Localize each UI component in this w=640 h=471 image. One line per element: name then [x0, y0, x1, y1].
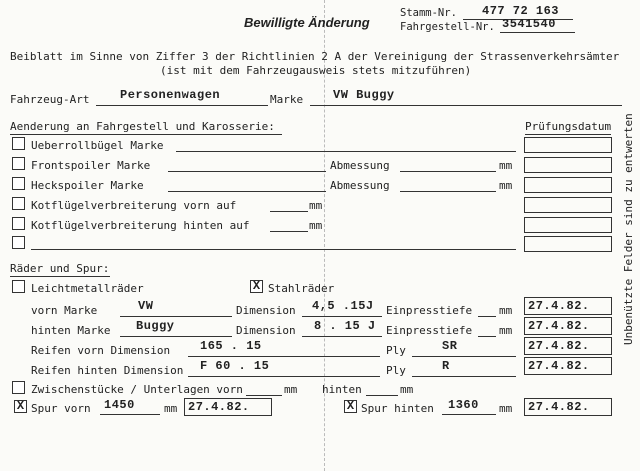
- heckspoiler-abmessung-line: [400, 191, 496, 192]
- heckspoiler-label: Heckspoiler Marke: [31, 179, 144, 192]
- section2-heading: Räder und Spur:: [10, 262, 110, 275]
- hinten-dimension-value[interactable]: 8 . 15 J: [314, 319, 376, 333]
- pruefungsdatum-heading: Prüfungsdatum: [525, 120, 612, 133]
- reifen-vorn-value[interactable]: 165 . 15: [200, 339, 262, 353]
- reifen-hinten-label: Reifen hinten Dimension: [31, 364, 184, 377]
- date-box-spur-hinten[interactable]: [524, 398, 612, 416]
- heckspoiler-abmessung-label: Abmessung: [330, 179, 390, 192]
- fahrgestell-line: [500, 32, 575, 33]
- hinten-mm: mm: [499, 324, 513, 337]
- hinten-marke-value[interactable]: Buggy: [136, 319, 175, 333]
- checkbox-blank[interactable]: [12, 236, 25, 249]
- checkbox-spur-vorn[interactable]: X: [14, 400, 27, 413]
- stamm-label: Stamm-Nr.: [400, 7, 457, 19]
- vorn-marke-value[interactable]: VW: [138, 299, 154, 313]
- hinten-einpresstiefe-label: Einpresstiefe: [386, 324, 473, 337]
- ueberrollbuegel-line: [176, 151, 516, 152]
- date-box-reifen-vorn[interactable]: [524, 337, 612, 355]
- checkbox-ueberrollbuegel[interactable]: [12, 137, 25, 150]
- reifen-vorn-ply-label: Ply: [386, 344, 406, 357]
- fahrgestell-value[interactable]: 3541540: [502, 17, 556, 31]
- reifen-vorn-ply-line: [412, 356, 516, 357]
- checkbox-heckspoiler[interactable]: [12, 177, 25, 190]
- vorn-einpresstiefe-line: [478, 316, 496, 317]
- section2-underline: [10, 276, 110, 277]
- kotfluegel-vorn-mm: mm: [309, 199, 323, 212]
- vorn-einpresstiefe-label: Einpresstiefe: [386, 304, 473, 317]
- date-box-reifen-hinten[interactable]: [524, 357, 612, 375]
- vorn-dimension-line: [302, 316, 382, 317]
- spur-vorn-label: Spur vorn: [31, 402, 91, 415]
- blank-line: [31, 249, 516, 250]
- vorn-date: 27.4.82.: [528, 299, 590, 313]
- frontspoiler-abmessung-line: [400, 171, 496, 172]
- side-note: Unbenützte Felder sind zu entwerten: [622, 113, 635, 345]
- zwischenstuecke-hinten-line: [366, 395, 398, 396]
- spur-vorn-line: [100, 414, 160, 415]
- checkbox-leichtmetall[interactable]: [12, 280, 25, 293]
- checkbox-frontspoiler[interactable]: [12, 157, 25, 170]
- reifen-hinten-ply-value[interactable]: R: [442, 359, 450, 373]
- spur-hinten-date: 27.4.82.: [528, 400, 590, 414]
- kotfluegel-hinten-line: [270, 231, 308, 232]
- checkbox-zwischenstuecke[interactable]: [12, 381, 25, 394]
- hinten-einpresstiefe-line: [478, 336, 496, 337]
- hinten-date: 27.4.82.: [528, 319, 590, 333]
- fahrzeug-art-value[interactable]: Personenwagen: [120, 88, 221, 102]
- leichtmetall-label: Leichtmetallräder: [31, 282, 144, 295]
- hinten-dimension-line: [302, 336, 382, 337]
- checkbox-kotfluegel-vorn[interactable]: [12, 197, 25, 210]
- spur-hinten-value[interactable]: 1360: [448, 398, 479, 412]
- hinten-marke-label: hinten Marke: [31, 324, 111, 337]
- stamm-value[interactable]: 477 72 163: [482, 4, 560, 18]
- section1-underline: [10, 134, 282, 135]
- fahrzeug-art-label: Fahrzeug-Art: [10, 93, 90, 106]
- spur-hinten-mm: mm: [499, 402, 513, 415]
- spur-vorn-value[interactable]: 1450: [104, 398, 135, 412]
- spur-vorn-mm: mm: [164, 402, 178, 415]
- checkbox-spur-hinten[interactable]: X: [344, 400, 357, 413]
- date-box-kotfluegel-hinten[interactable]: [524, 217, 612, 233]
- frontspoiler-mm: mm: [499, 159, 513, 172]
- frontspoiler-abmessung-label: Abmessung: [330, 159, 390, 172]
- zwischenstuecke-hinten-mm: mm: [400, 383, 414, 396]
- date-box-blank[interactable]: [524, 236, 612, 252]
- hinten-marke-line: [120, 336, 232, 337]
- kotfluegel-vorn-label: Kotflügelverbreiterung vorn auf: [31, 199, 237, 212]
- pruefungsdatum-underline: [525, 134, 611, 135]
- date-box-vorn[interactable]: [524, 297, 612, 315]
- frontspoiler-line: [168, 171, 326, 172]
- ueberrollbuegel-label: Ueberrollbügel Marke: [31, 139, 164, 152]
- kotfluegel-hinten-label: Kotflügelverbreiterung hinten auf: [31, 219, 250, 232]
- date-box-frontspoiler[interactable]: [524, 157, 612, 173]
- marke-label: Marke: [270, 93, 304, 106]
- intro-line-1: Beiblatt im Sinne von Ziffer 3 der Richtlinien 2 A der Vereinigung der Strassenverkehrsämter: [10, 50, 620, 63]
- reifen-vorn-date: 27.4.82.: [528, 339, 590, 353]
- reifen-hinten-ply-line: [412, 376, 516, 377]
- reifen-hinten-value[interactable]: F 60 . 15: [200, 359, 270, 373]
- date-box-heckspoiler[interactable]: [524, 177, 612, 193]
- frontspoiler-label: Frontspoiler Marke: [31, 159, 151, 172]
- date-box-ueberrollbuegel[interactable]: [524, 137, 612, 153]
- marke-line: [310, 105, 622, 106]
- fahrzeug-art-line: [96, 105, 268, 106]
- zwischenstuecke-hinten-label: hinten: [322, 383, 362, 396]
- reifen-hinten-date: 27.4.82.: [528, 359, 590, 373]
- reifen-hinten-line: [188, 376, 380, 377]
- vorn-dimension-value[interactable]: 4,5 .15J: [312, 299, 374, 313]
- reifen-hinten-ply-label: Ply: [386, 364, 406, 377]
- date-box-hinten[interactable]: [524, 317, 612, 335]
- vorn-dimension-label: Dimension: [236, 304, 296, 317]
- reifen-vorn-ply-value[interactable]: SR: [442, 339, 458, 353]
- vorn-mm: mm: [499, 304, 513, 317]
- date-box-kotfluegel-vorn[interactable]: [524, 197, 612, 213]
- marke-value[interactable]: VW Buggy: [333, 88, 395, 102]
- checkbox-kotfluegel-hinten[interactable]: [12, 217, 25, 230]
- spur-vorn-date: 27.4.82.: [188, 400, 250, 414]
- form-title: Bewilligte Änderung: [244, 15, 370, 30]
- reifen-vorn-line: [188, 356, 380, 357]
- checkbox-stahlraeder[interactable]: X: [250, 280, 263, 293]
- zwischenstuecke-vorn-mm: mm: [284, 383, 298, 396]
- fahrgestell-label: Fahrgestell-Nr.: [400, 21, 495, 33]
- zwischenstuecke-vorn-line: [246, 395, 282, 396]
- vorn-marke-label: vorn Marke: [31, 304, 98, 317]
- reifen-vorn-label: Reifen vorn Dimension: [31, 344, 171, 357]
- intro-line-2: (ist mit dem Fahrzeugausweis stets mitzuführen): [160, 64, 472, 77]
- date-box-spur-vorn[interactable]: [184, 398, 272, 416]
- zwischenstuecke-label: Zwischenstücke / Unterlagen vorn: [31, 383, 243, 396]
- stahlraeder-label: Stahlräder: [268, 282, 335, 295]
- hinten-dimension-label: Dimension: [236, 324, 296, 337]
- kotfluegel-vorn-line: [270, 211, 308, 212]
- vorn-marke-line: [120, 316, 232, 317]
- spur-hinten-line: [442, 414, 496, 415]
- spur-hinten-label: Spur hinten: [361, 402, 434, 415]
- section1-heading: Aenderung an Fahrgestell und Karosserie:: [10, 120, 275, 133]
- heckspoiler-line: [168, 191, 326, 192]
- kotfluegel-hinten-mm: mm: [309, 219, 323, 232]
- heckspoiler-mm: mm: [499, 179, 513, 192]
